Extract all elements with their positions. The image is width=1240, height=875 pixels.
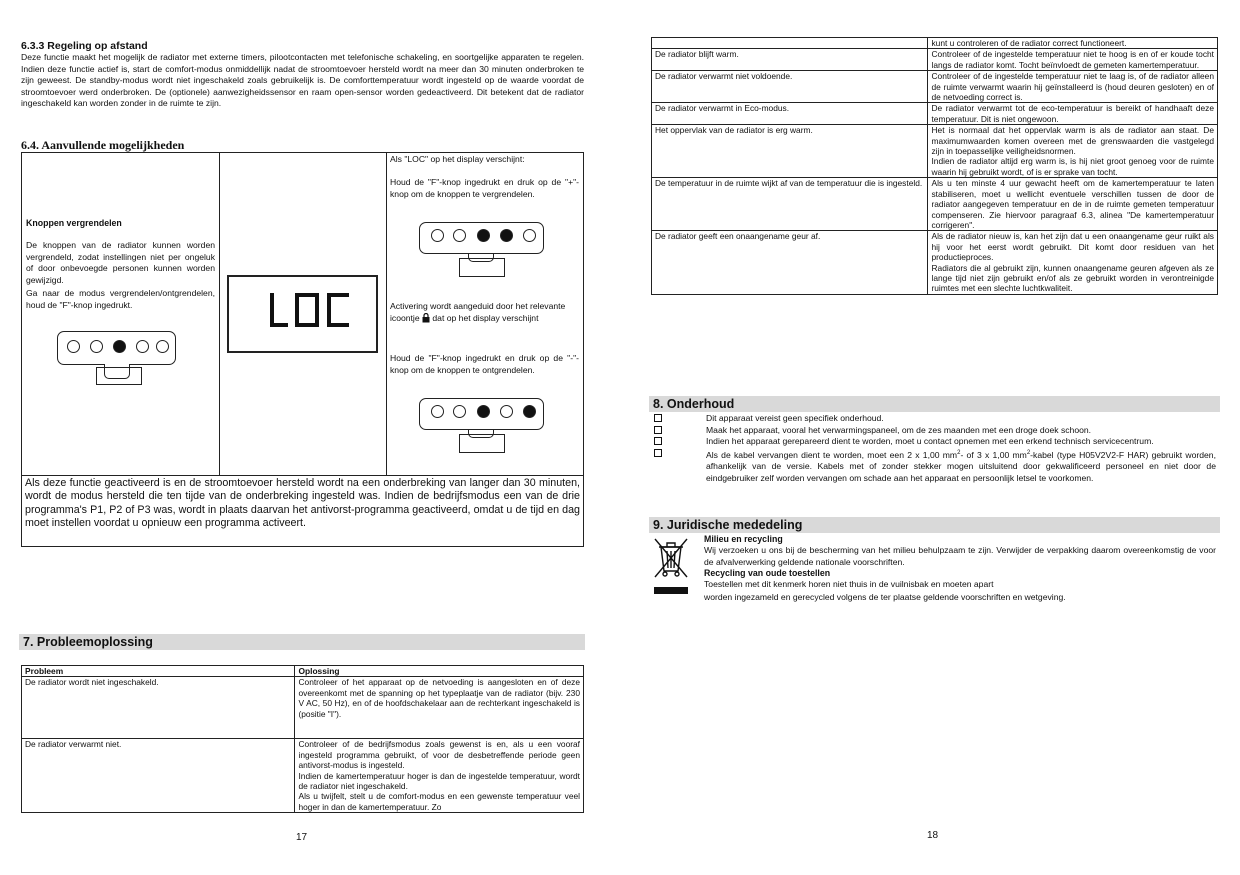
pressed-button-icon (477, 405, 490, 418)
recycling-line-1: Toestellen met dit kenmerk horen niet thuis in de vuilnisbak en moeten apart (704, 579, 994, 590)
button-icon (453, 405, 466, 418)
lock-body: De knoppen van de radiator kunnen worden vergrendeld, zodat instellingen niet per ongeluk of door onbevoegde personen kunnen worden gewijzigd. (26, 240, 215, 285)
table-row (652, 231, 1218, 294)
button-icon (90, 340, 103, 353)
solution-cell: Controleer of de bedrijfsmodus zoals gewenst is en, als u een vooraf ingesteld programma gebruikt, of voor de desbetreffende periode geen antivorst-modus is ingesteld. Indien de kamertemperatuur hoger is dan de ingestelde temperatuur, wordt de radiator niet ingeschakeld. Als u twijfelt, stelt u de comfort-modus en een gewenste temperatuur veel hoger in dan de kamertemperatuur. Zo (295, 739, 584, 813)
pressed-button-icon (523, 405, 536, 418)
solution-cell: Als de radiator nieuw is, kan het zijn dat u een onaangename geur ruikt als hij voor het eerst wordt gebruikt. Dit komt door residuen van het productieproces. Radiators die al gebruikt zijn, kunnen onaangename geuren afgeven als ze lange tijd niet zijn gebruikt en/of als ze gebruikt worden in verontreinigde ruimtes met een slechte luchtkwaliteit. (928, 231, 1218, 294)
list-item: Indien het apparaat gerepareerd dient te worden, moet u contact opnemen met een erkend technisch servicecentrum. (654, 436, 1216, 448)
pressed-button-icon (477, 229, 490, 242)
table-row (22, 677, 584, 739)
display-screen (459, 434, 505, 453)
section-6-3-3-body: Deze functie maakt het mogelijk de radiator met externe timers, pilootcontacten met telefonische schakeling, en soortgelijke apparaten te regelen. Indien deze functie actief is, start de comfort-modus onmiddellijk nadat de stroomtoevoer hersteld wordt na meer dan 30 minuten onderbroken te zijn geweest. De standby-modus wordt niet ingeschakeld zoals gebruikelijk is. De comforttemperatuur wordt ingesteld op de waarde voordat de stroomtoevoer werd onderbroken. De (optionele) aanwezigheidssensor en raam open-sensor worden gedeactiveerd. Dit betekent dat de radiator ingeschakeld kan worden zonder in de ruimte te zijn. (21, 52, 584, 109)
problem-cell: De radiator verwarmt niet voldoende. (652, 71, 928, 103)
list-item: Als de kabel vervangen dient te worden, moet een 2 x 1,00 $mm^2-$ of 3 x 1,00 $mm^2$-kabel (type H05V2V2-F HAR) gebruikt worden, afhankelijk van de versie. Kabels met of zonder stekker mogen uitsluitend door gekwalificeerd personeel en niet door de eindgebruiker zelf worden vervangen om schade aan het apparaat en persoonlijk letsel te voorkomen. (654, 448, 1216, 485)
recycling-title: Recycling van oude toestellen (704, 568, 831, 579)
problem-cell: Het oppervlak van de radiator is erg warm. (652, 125, 928, 178)
pressed-button-icon (113, 340, 126, 353)
display-screen (96, 367, 142, 385)
section-8-title: 8. Onderhoud (649, 396, 1220, 412)
table-row (652, 103, 1218, 125)
maintenance-list (654, 413, 1216, 484)
section-7-title: 7. Probleemoplossing (19, 634, 585, 650)
button-icon (431, 229, 444, 242)
lock-icon (422, 313, 430, 323)
lock-body-2: Ga naar de modus vergrendelen/ontgrendelen, houd de "F"-knop ingedrukt. (26, 288, 215, 310)
section-6-3-3-title: 6.3.3 Regeling op afstand (21, 40, 148, 52)
section-9-title: 9. Juridische mededeling (649, 517, 1220, 533)
troubleshooting-table-left (21, 665, 584, 813)
recycling-line-2: worden ingezameld en gerecycled volgens de ter plaatse geldende voorschriften en wetgeving. (704, 592, 1066, 602)
loc-lock-instruction: Houd de "F"-knop ingedrukt en druk op de "+"-knop om de knoppen te vergrendelen. (390, 177, 579, 199)
lock-title: Knoppen vergrendelen (26, 218, 122, 228)
solution-cell: Het is normaal dat het oppervlak warm is als de radiator aan staat. De maximumwaarden komen overeen met de grenswaarden die vastgelegd zijn in toepasselijke veiligheidsnormen. Indien de radiator altijd erg warm is, is hij niet groot genoeg voor de ruimte waarin hij gebruikt wordt, of is er sprake van tocht. (928, 125, 1218, 178)
checkbox-bullet-icon (654, 426, 662, 434)
list-item: Maak het apparaat, vooral het verwarmingspaneel, om de zes maanden met een droge doek schoon. (654, 425, 1216, 437)
table-row (652, 49, 1218, 71)
problem-cell: De radiator verwarmt niet. (22, 739, 295, 813)
table-row (652, 125, 1218, 178)
display-screen (459, 258, 505, 277)
list-item: Dit apparaat vereist geen specifiek onderhoud. (654, 413, 1216, 425)
section-6-4-title: 6.4. Aanvullende mogelijkheden (21, 138, 185, 152)
column-header-problem: Probleem (22, 666, 295, 677)
button-icon (156, 340, 169, 353)
page-number: 17 (296, 832, 308, 843)
pressed-button-icon (500, 229, 513, 242)
table-header-row (22, 666, 584, 677)
loc-intro: Als "LOC" op het display verschijnt: (390, 154, 525, 164)
solution-cell: Controleer of de ingestelde temperatuur niet te laag is, of de radiator alleen de ruimte verwarmt waarin hij geïnstalleerd is (houd deuren gesloten) en of de netvoeding correct is. (928, 71, 1218, 103)
checkbox-bullet-icon (654, 414, 662, 422)
troubleshooting-table-right (651, 37, 1218, 295)
loc-display-text (229, 277, 376, 351)
table-row (652, 178, 1218, 231)
solution-cell: Als u ten minste 4 uur gewacht heeft om de kamertemperatuur te laten stabiliseren, moet u wellicht eventuele verschillen tussen de door de radiator aangegeven temperatuur en de in de ruimte gemeten temperatuur compenseren. Zie hiervoor paragraaf 6.3, alinea "De kamertemperatuur corrigeren". (928, 178, 1218, 231)
environment-body: Wij verzoeken u ons bij de bescherming van het milieu behulpzaam te zijn. Verwijder de verpakking daarom overeenkomstig de voor de afvalverwerking geldende nationale voorschriften. (704, 545, 1216, 567)
button-icon (67, 340, 80, 353)
button-icon (431, 405, 444, 418)
problem-cell: De radiator blijft warm. (652, 49, 928, 71)
page-18 (620, 0, 1240, 875)
environment-title: Milieu en recycling (704, 534, 783, 544)
page-number: 18 (927, 830, 939, 841)
solution-cell: Controleer of het apparaat op de netvoeding is aangesloten en of deze overeenkomt met de spanning op het typeplaatje van de radiator (bijv. 230 V AC, 50 Hz), en of de hoofdschakelaar aan de rechterkant ingeschakeld is (positie "I"). (295, 677, 584, 739)
checkbox-bullet-icon (654, 437, 662, 445)
loc-activation: Activering wordt aangeduid door het relevante icoontje dat op het display verschijnt (390, 301, 566, 323)
loc-display (227, 275, 378, 353)
checkbox-bullet-icon (654, 449, 662, 457)
button-icon (500, 405, 513, 418)
solution-cell: De radiator verwarmt tot de eco-temperatuur is bereikt of handhaaft deze temperatuur. Dit is niet ongewoon. (928, 103, 1218, 125)
button-icon (453, 229, 466, 242)
column-header-solution: Oplossing (295, 666, 584, 677)
problem-cell: De temperatuur in de ruimte wijkt af van de temperatuur die is ingesteld. (652, 178, 928, 231)
solution-cell: kunt u controleren of de radiator correct functioneert. (928, 38, 1218, 49)
loc-unlock-instruction: Houd de "F"-knop ingedrukt en druk op de "-"-knop om de knoppen te ontgrendelen. (390, 353, 579, 375)
problem-cell: De radiator verwarmt in Eco-modus. (652, 103, 928, 125)
problem-cell: De radiator geeft een onaangename geur af. (652, 231, 928, 294)
table-row (22, 739, 584, 813)
solution-cell: Controleer of de ingestelde temperatuur niet te hoog is en of er koude tocht langs de radiator komt. Tocht beïnvloedt de gemeten kamertemperatuur. (928, 49, 1218, 71)
restore-note: Als deze functie geactiveerd is en de stroomtoevoer hersteld wordt na een onderbreking van langer dan 30 minuten, wordt de modus hersteld die ten tijde van de onderbreking ingesteld was. Indien de bedrijfsmodus een van de drie programma's P1, P2 of P3 was, wordt in plaats daarvan het antivorst-programma geactiveerd, omdat u de tijd en dag moet instellen voordat u opnieuw een programma activeert. (25, 477, 580, 530)
table-row (652, 71, 1218, 103)
button-icon (523, 229, 536, 242)
weee-recycling-icon (651, 535, 691, 597)
table-row (652, 38, 1218, 49)
problem-cell: De radiator wordt niet ingeschakeld. (22, 677, 295, 739)
button-icon (136, 340, 149, 353)
